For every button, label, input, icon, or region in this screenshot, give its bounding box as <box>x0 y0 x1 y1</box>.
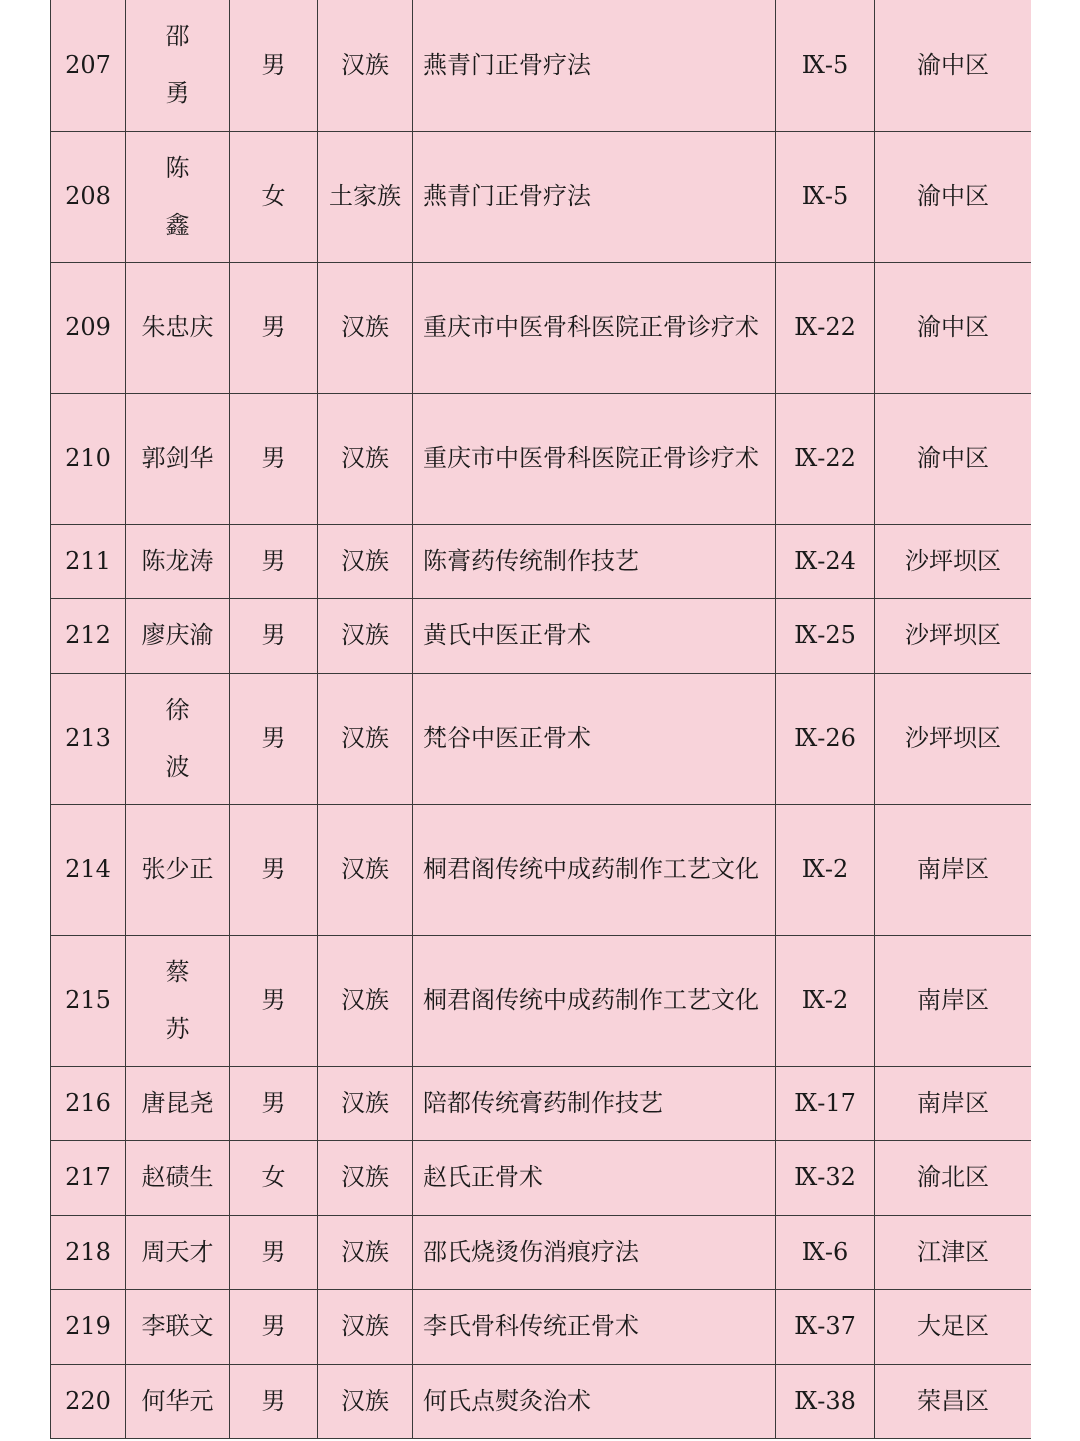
cell-name <box>126 0 230 131</box>
cell-name <box>126 599 230 674</box>
cell-gender: 男 <box>230 599 318 674</box>
name-text: 赵碛生 <box>141 1163 214 1192</box>
cell-code: Ⅸ-6 <box>776 1215 875 1290</box>
table-row <box>51 935 1032 1066</box>
cell-gender: 女 <box>230 1141 318 1216</box>
inheritor-table <box>50 0 1031 1439</box>
cell-gender: 男 <box>230 673 318 804</box>
cell-name <box>126 262 230 393</box>
cell-district: 江津区 <box>875 1215 1032 1290</box>
name-text: 何华元 <box>141 1386 214 1415</box>
document-page <box>50 0 1031 1441</box>
cell-name <box>126 131 230 262</box>
cell-project: 何氏点熨灸治术 <box>413 1364 776 1439</box>
cell-gender: 女 <box>230 131 318 262</box>
cell-gender: 男 <box>230 804 318 935</box>
table-row <box>51 131 1032 262</box>
cell-project: 陈膏药传统制作技艺 <box>413 524 776 599</box>
cell-district: 南岸区 <box>875 1066 1032 1141</box>
cell-ethnicity: 汉族 <box>318 935 413 1066</box>
cell-district: 渝北区 <box>875 1141 1032 1216</box>
table-row <box>51 804 1032 935</box>
cell-district: 南岸区 <box>875 935 1032 1066</box>
cell-number: 214 <box>51 804 126 935</box>
cell-district: 南岸区 <box>875 804 1032 935</box>
cell-code: Ⅸ-17 <box>776 1066 875 1141</box>
cell-name <box>126 1066 230 1141</box>
cell-district: 沙坪坝区 <box>875 599 1032 674</box>
cell-gender: 男 <box>230 1066 318 1141</box>
table-body <box>51 0 1032 1439</box>
cell-district: 荣昌区 <box>875 1364 1032 1439</box>
name-text: 陈龙涛 <box>141 546 214 575</box>
cell-district: 大足区 <box>875 1290 1032 1365</box>
cell-gender: 男 <box>230 524 318 599</box>
table-row <box>51 1290 1032 1365</box>
cell-number: 213 <box>51 673 126 804</box>
cell-number: 218 <box>51 1215 126 1290</box>
cell-name <box>126 673 230 804</box>
table-row <box>51 599 1032 674</box>
cell-number: 216 <box>51 1066 126 1141</box>
cell-name <box>126 935 230 1066</box>
cell-ethnicity: 汉族 <box>318 524 413 599</box>
cell-project: 燕青门正骨疗法 <box>413 0 776 131</box>
cell-project: 重庆市中医骨科医院正骨诊疗术 <box>413 393 776 524</box>
cell-gender: 男 <box>230 0 318 131</box>
cell-number: 219 <box>51 1290 126 1365</box>
cell-ethnicity: 汉族 <box>318 262 413 393</box>
table-row <box>51 1364 1032 1439</box>
cell-project: 燕青门正骨疗法 <box>413 131 776 262</box>
cell-ethnicity: 汉族 <box>318 673 413 804</box>
table-row <box>51 673 1032 804</box>
cell-name <box>126 524 230 599</box>
cell-district: 沙坪坝区 <box>875 673 1032 804</box>
cell-code: Ⅸ-32 <box>776 1141 875 1216</box>
name-text: 周天才 <box>141 1237 214 1266</box>
name-text: 邵 勇 <box>165 22 190 108</box>
cell-code: Ⅸ-5 <box>776 131 875 262</box>
cell-project: 梵谷中医正骨术 <box>413 673 776 804</box>
cell-ethnicity: 汉族 <box>318 0 413 131</box>
cell-gender: 男 <box>230 935 318 1066</box>
cell-project: 桐君阁传统中成药制作工艺文化 <box>413 935 776 1066</box>
table-row <box>51 1141 1032 1216</box>
cell-code: Ⅸ-38 <box>776 1364 875 1439</box>
table-row <box>51 1066 1032 1141</box>
name-text: 郭剑华 <box>141 444 214 472</box>
name-text: 徐 波 <box>165 695 190 781</box>
cell-code: Ⅸ-2 <box>776 804 875 935</box>
cell-name <box>126 1364 230 1439</box>
cell-code: Ⅸ-26 <box>776 673 875 804</box>
cell-number: 215 <box>51 935 126 1066</box>
cell-ethnicity: 汉族 <box>318 1066 413 1141</box>
cell-project: 赵氏正骨术 <box>413 1141 776 1216</box>
cell-gender: 男 <box>230 1364 318 1439</box>
cell-code: Ⅸ-5 <box>776 0 875 131</box>
cell-code: Ⅸ-37 <box>776 1290 875 1365</box>
table-row <box>51 262 1032 393</box>
name-text: 朱忠庆 <box>141 313 214 341</box>
cell-name <box>126 1141 230 1216</box>
cell-project: 陪都传统膏药制作技艺 <box>413 1066 776 1141</box>
cell-name <box>126 1290 230 1365</box>
cell-name <box>126 1215 230 1290</box>
cell-district: 渝中区 <box>875 262 1032 393</box>
cell-gender: 男 <box>230 1290 318 1365</box>
cell-district: 渝中区 <box>875 131 1032 262</box>
name-text: 唐昆尧 <box>141 1088 214 1117</box>
table-row <box>51 524 1032 599</box>
cell-district: 沙坪坝区 <box>875 524 1032 599</box>
table-row <box>51 393 1032 524</box>
cell-code: Ⅸ-25 <box>776 599 875 674</box>
cell-gender: 男 <box>230 393 318 524</box>
cell-ethnicity: 汉族 <box>318 1215 413 1290</box>
cell-district: 渝中区 <box>875 0 1032 131</box>
cell-district: 渝中区 <box>875 393 1032 524</box>
table-row <box>51 1215 1032 1290</box>
name-text: 廖庆渝 <box>141 621 214 650</box>
cell-ethnicity: 汉族 <box>318 804 413 935</box>
cell-code: Ⅸ-2 <box>776 935 875 1066</box>
cell-gender: 男 <box>230 262 318 393</box>
table-row <box>51 0 1032 131</box>
cell-name <box>126 804 230 935</box>
cell-project: 邵氏烧烫伤消痕疗法 <box>413 1215 776 1290</box>
name-text: 蔡 苏 <box>165 957 190 1043</box>
cell-number: 207 <box>51 0 126 131</box>
cell-project: 黄氏中医正骨术 <box>413 599 776 674</box>
cell-number: 208 <box>51 131 126 262</box>
cell-project: 重庆市中医骨科医院正骨诊疗术 <box>413 262 776 393</box>
name-text: 张少正 <box>141 855 214 883</box>
cell-code: Ⅸ-22 <box>776 393 875 524</box>
cell-gender: 男 <box>230 1215 318 1290</box>
cell-ethnicity: 汉族 <box>318 1364 413 1439</box>
cell-project: 李氏骨科传统正骨术 <box>413 1290 776 1365</box>
cell-number: 212 <box>51 599 126 674</box>
cell-ethnicity: 汉族 <box>318 1290 413 1365</box>
cell-name <box>126 393 230 524</box>
cell-project: 桐君阁传统中成药制作工艺文化 <box>413 804 776 935</box>
cell-code: Ⅸ-22 <box>776 262 875 393</box>
cell-ethnicity: 土家族 <box>318 131 413 262</box>
cell-ethnicity: 汉族 <box>318 1141 413 1216</box>
name-text: 李联文 <box>141 1312 214 1341</box>
cell-number: 210 <box>51 393 126 524</box>
name-text: 陈 鑫 <box>165 153 190 239</box>
cell-number: 211 <box>51 524 126 599</box>
cell-number: 217 <box>51 1141 126 1216</box>
cell-number: 209 <box>51 262 126 393</box>
cell-ethnicity: 汉族 <box>318 393 413 524</box>
cell-ethnicity: 汉族 <box>318 599 413 674</box>
cell-number: 220 <box>51 1364 126 1439</box>
cell-code: Ⅸ-24 <box>776 524 875 599</box>
